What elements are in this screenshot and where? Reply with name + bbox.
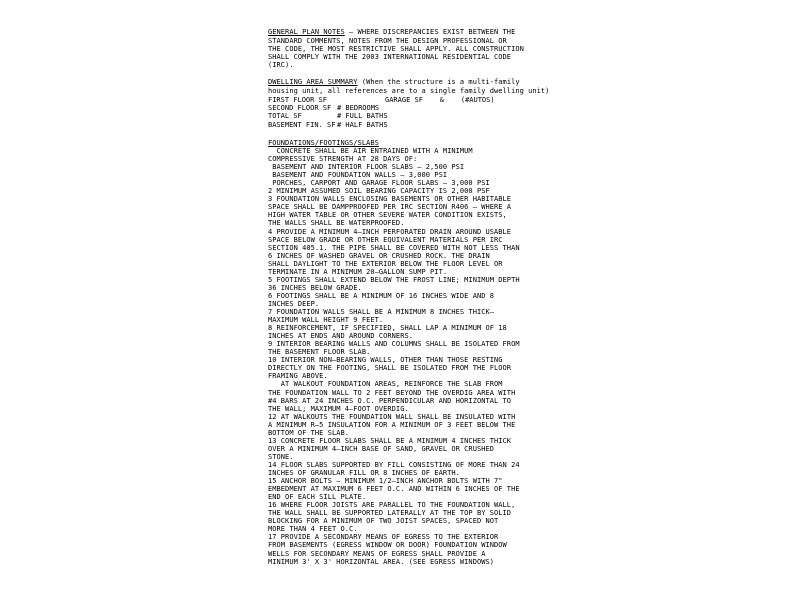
foundation-note-line: DIRECTLY ON THE FOOTING, SHALL BE ISOLATED FROM THE FLOOR <box>268 364 512 373</box>
foundation-note-line: 2 MINIMUM ASSUMED SOIL BEARING CAPACITY IS 2,000 PSF <box>268 187 490 196</box>
foundation-note-line: FROM BASEMENTS (EGRESS WINDOW OR DOOR) FOUNDATION WINDOW <box>268 541 507 550</box>
foundation-note-line: SHALL DAYLIGHT TO THE EXTERIOR BELOW THE FLOOR LEVEL OR <box>268 259 503 268</box>
foundation-note-line: 15 ANCHOR BOLTS – MINIMUM 1/2–INCH ANCHOR BOLTS WITH 7" <box>268 477 503 486</box>
foundation-note-line: THE WALL; MAXIMUM 4–FOOT OVERDIG. <box>268 404 409 413</box>
garage-sf-label: GARAGE SF & (#AUTOS) <box>385 96 495 104</box>
foundation-note-line: AT WALKOUT FOUNDATION AREAS, REINFORCE THE SLAB FROM <box>268 380 503 389</box>
general-notes-text: – WHERE DISCREPANCIES EXIST BETWEEN THE <box>344 28 516 36</box>
dwelling-summary-line-1 <box>268 78 520 86</box>
foundation-note-line: 4 PROVIDE A MINIMUM 4–INCH PERFORATED DRAIN AROUND USABLE <box>268 227 512 236</box>
dwelling-summary-heading: DWELLING AREA SUMMARY <box>268 78 358 86</box>
bedrooms-label: # BEDROOMS <box>337 104 380 112</box>
foundation-note-line: THE FOUNDATION WALL TO 2 FEET BEYOND THE OVERDIG AREA WITH <box>268 388 516 397</box>
foundation-note-line: A MINIMUM R–5 INSULATION FOR A MINIMUM OF 3 FEET BELOW THE <box>268 420 516 429</box>
foundation-note-line: THE BASEMENT FLOOR SLAB. <box>268 348 371 357</box>
total-sf-label: TOTAL SF <box>268 112 302 120</box>
foundation-note-line: 3 FOUNDATION WALLS ENCLOSING BASEMENTS OR OTHER HABITABLE <box>268 195 512 204</box>
foundation-note-line: 16 WHERE FLOOR JOISTS ARE PARALLEL TO THE FOUNDATION WALL, <box>268 501 516 510</box>
foundation-note-line: 7 FOUNDATION WALLS SHALL BE A MINIMUM 8 INCHES THICK– <box>268 308 495 316</box>
foundation-note-line: BLOCKING FOR A MINIMUM OF TWO JOIST SPACES, SPACED NOT <box>268 517 499 526</box>
foundation-note-line: WELLS FOR SECONDARY MEANS OF EGRESS SHALL PROVIDE A <box>268 549 486 558</box>
foundation-note-line: THE WALLS SHALL BE WATERPROOFED. <box>268 219 405 228</box>
dwelling-summary-text: (When the structure is a multi-family <box>357 78 520 86</box>
foundation-note-line: PORCHES, CARPORT AND GARAGE FLOOR SLABS – 3,000 PSI <box>268 179 490 188</box>
foundation-note-line: HIGH WATER TABLE OR OTHER SEVERE WATER CONDITION EXISTS, <box>268 211 507 220</box>
foundation-note-line: 8 REINFORCEMENT, IF SPECIFIED, SHALL LAP A MINIMUM OF 18 <box>268 324 507 333</box>
foundation-note-line: EMBEDMENT AT MAXIMUM 6 FEET O.C. AND WITHIN 6 INCHES OF THE <box>268 485 520 494</box>
foundation-note-line: MINIMUM 3' X 3' HORIZONTAL AREA. (SEE EGRESS WINDOWS) <box>268 557 495 566</box>
foundation-note-line: MAXIMUM WALL HEIGHT 9 FEET. <box>268 316 384 325</box>
foundation-note-line: FRAMING ABOVE. <box>268 372 328 381</box>
second-floor-sf-label: SECOND FLOOR SF <box>268 104 332 112</box>
foundation-note-line: INCHES AT ENDS AND AROUND CORNERS. <box>268 332 413 341</box>
foundation-note-line: OVER A MINIMUM 4–INCH BASE OF SAND, GRAVEL OR CRUSHED <box>268 444 495 453</box>
full-baths-label: # FULL BATHS <box>337 112 388 120</box>
foundation-note-line: 6 FOOTINGS SHALL BE A MINIMUM OF 16 INCHES WIDE AND 8 <box>268 291 495 300</box>
foundation-note-line: 17 PROVIDE A SECONDARY MEANS OF EGRESS TO THE EXTERIOR <box>268 533 499 542</box>
foundation-note-line: TERMINATE IN A MINIMUM 20–GALLON SUMP PIT. <box>268 267 448 276</box>
dwelling-summary-note: housing unit, all references are to a single family dwelling unit) <box>268 87 550 95</box>
general-notes-line: STANDARD COMMENTS, NOTES FROM THE DESIGN PROFESSIONAL OR <box>268 37 507 45</box>
foundation-note-line: THE WALL SHALL BE SUPPORTED LATERALLY AT THE TOP BY SOLID <box>268 509 512 518</box>
basement-fin-sf-label: BASEMENT FIN. SF <box>268 121 336 129</box>
foundation-note-line: #4 BARS AT 24 INCHES O.C. PERPENDICULAR AND HORIZONTAL TO <box>268 396 512 405</box>
foundation-note-line: 36 INCHES BELOW GRADE. <box>268 283 362 292</box>
foundation-note-line: SECTION 405.1. THE PIPE SHALL BE COVERED WITH NOT LESS THAN <box>268 243 520 252</box>
foundation-note-line: INCHES OF GRANULAR FILL OR 8 INCHES OF EARTH. <box>268 469 460 477</box>
general-notes-heading: GENERAL PLAN NOTES <box>268 28 345 36</box>
foundation-note-line: 5 FOOTINGS SHALL EXTEND BELOW THE FROST LINE; MINIMUM DEPTH <box>268 275 520 284</box>
foundation-note-line: BASEMENT AND FOUNDATION WALLS – 3,000 PSI <box>268 171 448 180</box>
foundation-note-line: 12 AT WALKOUTS THE FOUNDATION WALL SHALL BE INSULATED WITH <box>268 412 516 421</box>
foundation-note-line: SPACE SHALL BE DAMPPROOFED PER IRC SECTION R406 – WHERE A <box>268 203 512 212</box>
half-baths-label: # HALF BATHS <box>337 121 388 129</box>
general-notes-line: SHALL COMPLY WITH THE 2003 INTERNATIONAL RESIDENTIAL CODE <box>268 53 512 61</box>
foundation-note-line: SPACE BELOW GRADE OR OTHER EQUIVALENT MATERIALS PER IRC <box>268 235 503 244</box>
general-notes-line-1 <box>268 28 515 36</box>
foundation-note-line: 13 CONCRETE FLOOR SLABS SHALL BE A MINIMUM 4 INCHES THICK <box>268 436 512 445</box>
foundation-note-line: 9 INTERIOR BEARING WALLS AND COLUMNS SHALL BE ISOLATED FROM <box>268 340 520 349</box>
foundation-note-line: CONCRETE SHALL BE AIR ENTRAINED WITH A MINIMUM <box>268 147 473 155</box>
general-notes-line: THE CODE, THE MOST RESTRICTIVE SHALL APPLY. ALL CONSTRUCTION <box>268 45 524 53</box>
foundation-note-line: STONE. <box>268 452 294 461</box>
foundation-note-line: END OF EACH SILL PLATE. <box>268 493 367 502</box>
foundation-note-line: 6 INCHES OF WASHED GRAVEL OR CRUSHED ROCK. THE DRAIN <box>268 251 490 260</box>
foundations-heading: FOUNDATIONS/FOOTINGS/SLABS <box>268 139 379 147</box>
foundation-note-line: INCHES DEEP. <box>268 299 320 308</box>
first-floor-sf-label: FIRST FLOOR SF <box>268 96 328 104</box>
general-notes-line: (IRC). <box>268 61 294 69</box>
foundation-note-line: COMPRESSIVE STRENGTH AT 28 DAYS OF: <box>268 155 418 164</box>
foundation-note-line: BASEMENT AND INTERIOR FLOOR SLABS – 2,500 PSI <box>268 163 465 172</box>
foundation-note-line: 10 INTERIOR NON–BEARING WALLS, OTHER THAN THOSE RESTING <box>268 356 503 365</box>
foundation-note-line: 14 FLOOR SLABS SUPPORTED BY FILL CONSISTING OF MORE THAN 24 <box>268 460 520 469</box>
foundation-note-line: MORE THAN 4 FEET O.C. <box>268 525 358 534</box>
foundation-note-line: BOTTOM OF THE SLAB. <box>268 428 350 437</box>
